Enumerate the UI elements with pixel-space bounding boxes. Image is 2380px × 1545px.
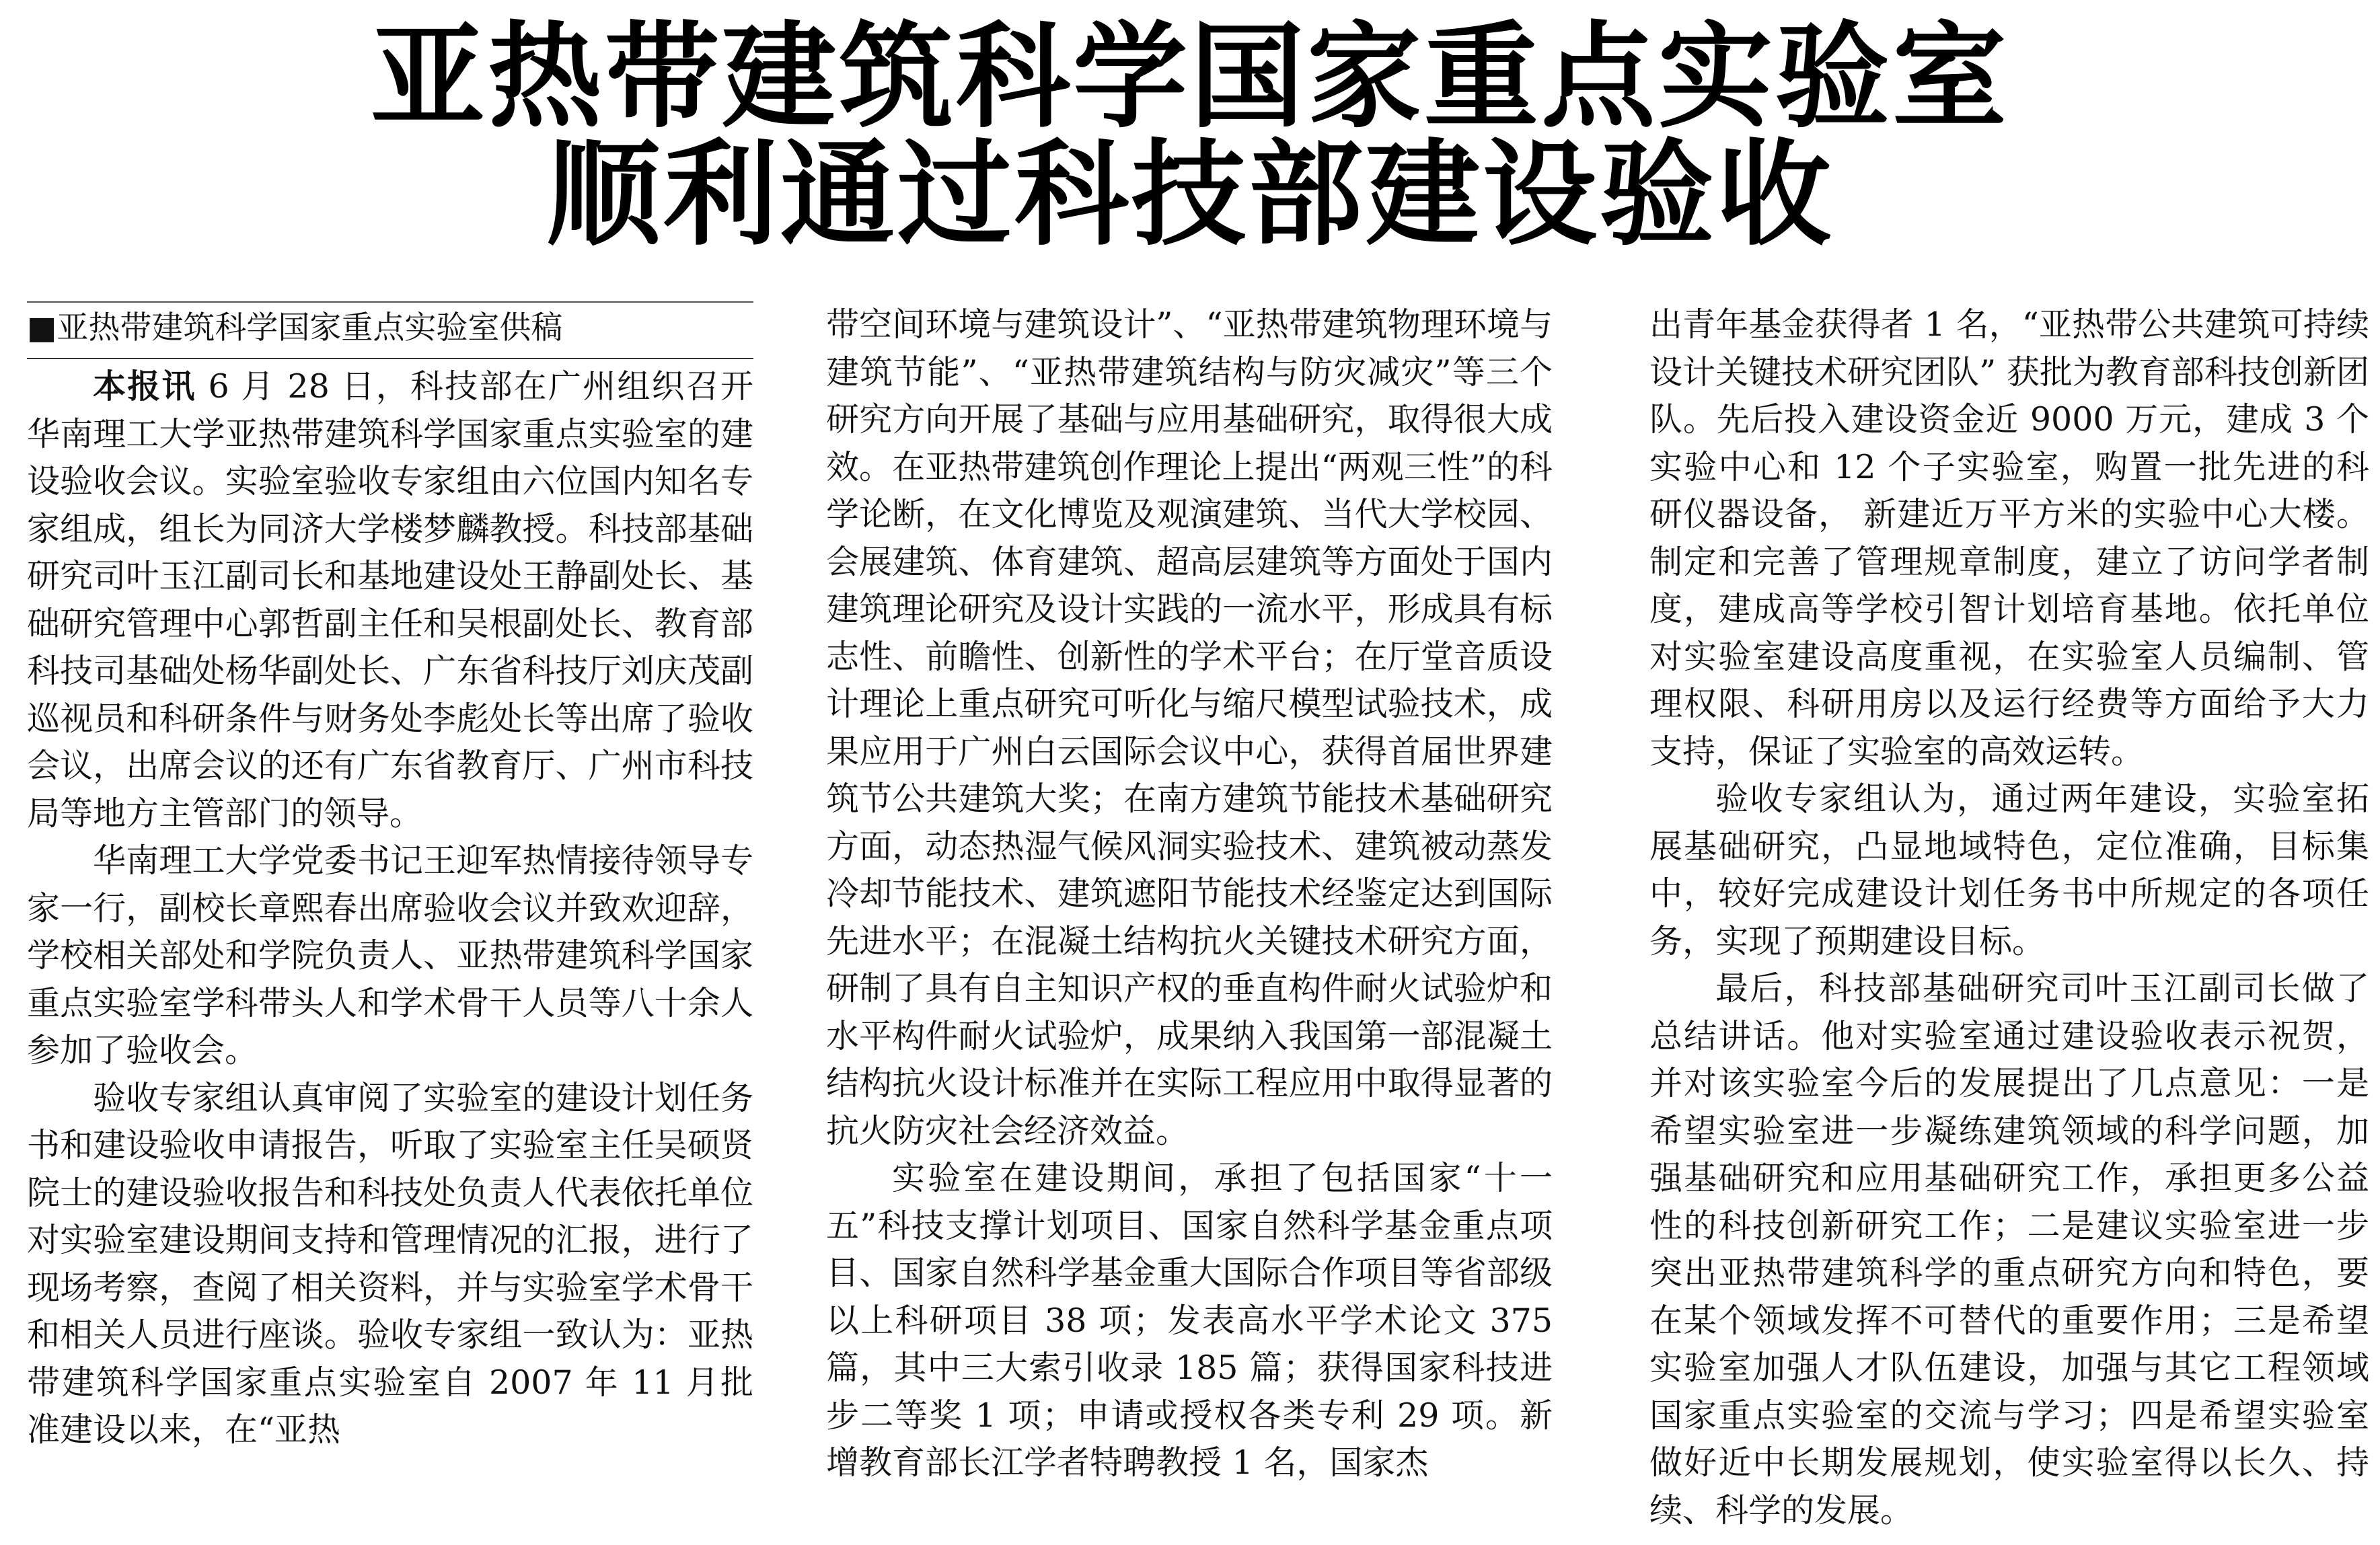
article-paragraph-3-continued: 带空间环境与建筑设计”、“亚热带建筑物理环境与建筑节能”、“亚热带建筑结构与防灾减灾”等三个研究方向开展了基础与应用基础研究，取得很大成效。在亚热带建筑创作理论上提出“两观三性”的科学论断，在文化博览及观演建筑、当代大学校园、会展建筑、体育建筑、超高层建筑等方面处于国内建筑理论研究及设计实践的一流水平，形成具有标志性、前瞻性、创新性的学术平台；在厅堂音质设计理论上重点研究可听化与缩尺模型试验技术，成果应用于广州白云国际会议中心，获得首届世界建筑节公共建筑大奖；在南方建筑节能技术基础研究方面，动态热湿气候风洞实验技术、建筑被动蒸发冷却节能技术、建筑遮阳节能技术经鉴定达到国际先进水平；在混凝土结构抗火关键技术研究方面，研制了具有自主知识产权的垂直构件耐火试验炉和水平构件耐火试验炉，成果纳入我国第一部混凝土结构抗火设计标准并在实际工程应用中取得显著的抗火防灾社会经济效益。 [826, 305, 1553, 1150]
article-paragraph-4-continued: 出青年基金获得者 1 名，“亚热带公共建筑可持续设计关键技术研究团队” 获批为教育部科技创新团队。先后投入建设资金近 9000 万元，建成 3 个实验中心和 12 个子实验室，购置一批先进的科研仪器设备， 新建近万平方米的实验中心大楼。制定和完善了管理规章制度，建立了访问学者制度，建成高等学校引智计划培育基地。依托单位对实验室建设高度重视，在实验室人员编制、管理权限、科研用房以及运行经费等方面给予大力支持，保证了实验室的高效运转。 [1649, 305, 2369, 771]
article-paragraph-3: 验收专家组认真审阅了实验室的建设计划任务书和建设验收申请报告，听取了实验室主任吴硕贤院士的建设验收报告和科技处负责人代表依托单位对实验室建设期间支持和管理情况的汇报，进行了现场考察，查阅了相关资料，并与实验室学术骨干和相关人员进行座谈。验收专家组一致认为：亚热带建筑科学国家重点实验室自 2007 年 11 月批准建设以来，在“亚热 [27, 1078, 753, 1449]
article-paragraph-4: 实验室在建设期间，承担了包括国家“十一五”科技支撑计划项目、国家自然科学基金重点项目、国家自然科学基金重大国际合作项目等省部级以上科研项目 38 项；发表高水平学术论文 375 篇，其中三大索引收录 185 篇；获得国家科技进步二等奖 1 项；申请或授权各类专利 29 项。新增教育部长江学者特聘教授 1 名，国家杰 [826, 1159, 1553, 1482]
paragraph-1-text: 6 月 28 日，科技部在广州组织召开华南理工大学亚热带建筑科学国家重点实验室的建设验收会议。实验室验收专家组由六位国内知名专家组成，组长为同济大学楼梦麟教授。科技部基础研究司叶玉江副司长和基地建设处王静副处长、基础研究管理中心郭哲副主任和吴根副处长、教育部科技司基础处杨华副处长、广东省科技厅刘庆茂副巡视员和科研条件与财务处李彪处长等出席了验收会议，出席会议的还有广东省教育厅、广州市科技局等地方主管部门的领导。 [27, 367, 753, 833]
headline-line-2: 顺利通过科技部建设验收 [546, 128, 1834, 262]
article-paragraph-6: 最后，科技部基础研究司叶玉江副司长做了总结讲话。他对实验室通过建设验收表示祝贺，并对该实验室今后的发展提出了几点意见：一是希望实验室进一步凝练建筑领域的科学问题，加强基础研究和应用基础研究工作，承担更多公益性的科技创新研究工作；二是建议实验室进一步突出亚热带建筑科学的重点研究方向和特色，要在某个领域发挥不可替代的重要作用；三是希望实验室加强人才队伍建设，加强与其它工程领域国家重点实验室的交流与学习；四是希望实验室做好近中长期发展规划，使实验室得以长久、持续、科学的发展。 [1649, 969, 2369, 1530]
article-paragraph-1 [27, 363, 753, 837]
article-paragraph-2: 华南理工大学党委书记王迎军热情接待领导专家一行，副校长章熙春出席验收会议并致欢迎辞，学校相关部处和学院负责人、亚热带建筑科学国家重点实验室学科带头人和学术骨干人员等八十余人参加了验收会。 [27, 841, 753, 1069]
article-column-1 [27, 301, 753, 1539]
article-column-2 [826, 301, 1553, 1539]
byline: ■亚热带建筑科学国家重点实验室供稿 [27, 301, 753, 359]
lead-label: 本报讯 [93, 367, 196, 406]
headline-line-1: 亚热带建筑科学国家重点实验室 [370, 11, 2009, 144]
article-paragraph-5: 验收专家组认为，通过两年建设，实验室拓展基础研究，凸显地域特色，定位准确，目标集中，较好完成建设计划任务书中所规定的各项任务，实现了预期建设目标。 [1649, 780, 2369, 960]
article-column-3 [1649, 301, 2369, 1539]
